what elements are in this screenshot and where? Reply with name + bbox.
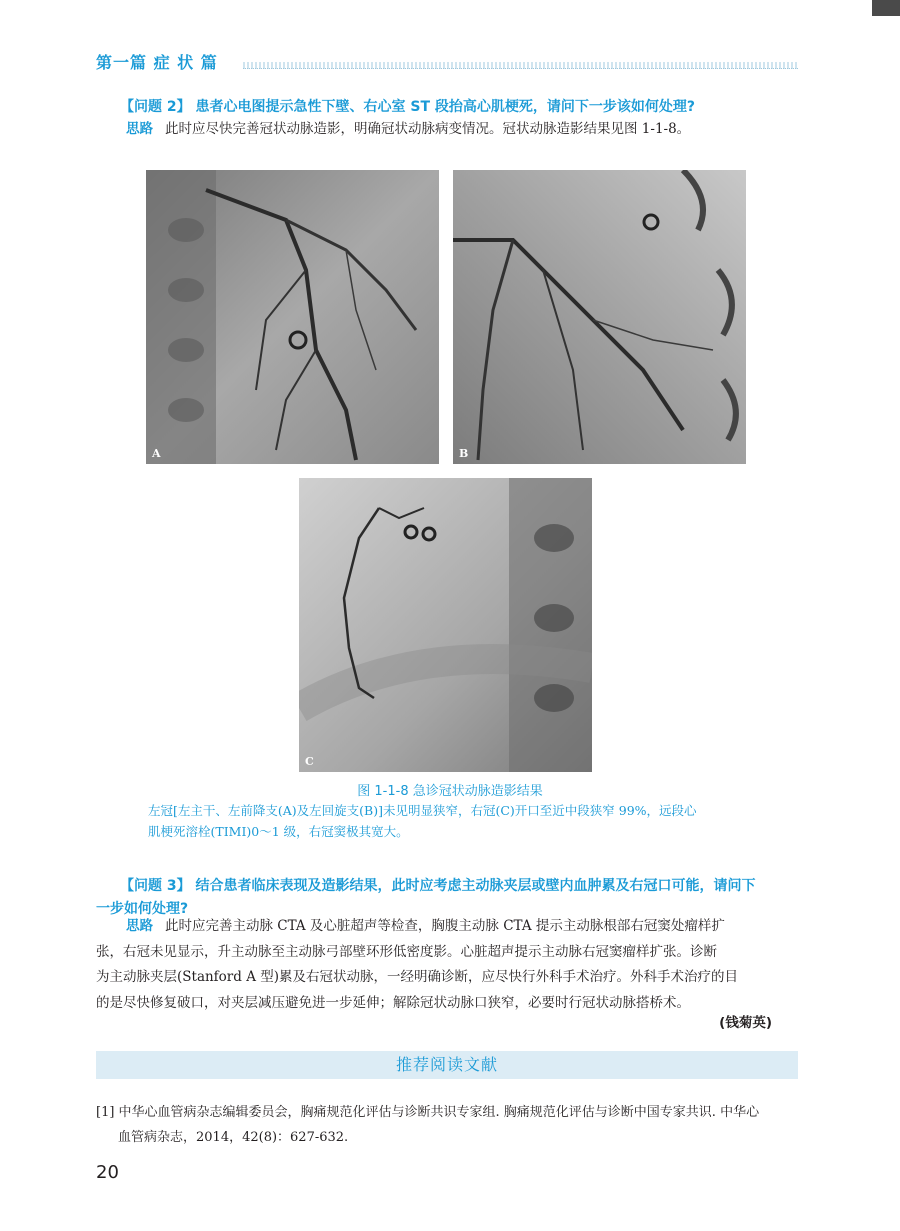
caption-line: 肌梗死溶栓(TIMI)0～1 级，右冠窦极其宽大。: [148, 824, 409, 839]
reference-line: [1] 中华心血管病杂志编辑委员会，胸痛规范化评估与诊断共识专家组. 胸痛规范化评估与诊断中国专家共识. 中华心: [96, 1105, 760, 1120]
references-heading: 推荐阅读文献: [395, 1055, 498, 1074]
question-2-title: 【问题 2】 患者心电图提示急性下壁、右心室 ST 段抬高心肌梗死，请问下一步该如何处理?: [120, 99, 695, 115]
answer-line: 张，右冠未见显示，升主动脉至主动脉弓部壁环形低密度影。心脏超声提示主动脉右冠窦瘤样扩张。诊断: [96, 943, 717, 960]
panel-label-c: C: [305, 755, 314, 768]
reference-item: [96, 1100, 798, 1150]
answer-text: 此时应完善主动脉 CTA 及心脏超声等检查，胸腹主动脉 CTA 提示主动脉根部右冠窦处瘤样扩: [165, 918, 725, 934]
figure-caption-body: [148, 800, 758, 842]
answer-line: 的是尽快修复破口，对夹层减压避免进一步延伸；解除冠状动脉口狭窄，必要时行冠状动脉搭桥术。: [96, 994, 690, 1011]
figure-caption-title: 图 1-1-8 急诊冠状动脉造影结果: [357, 784, 543, 799]
question-2-answer: [126, 117, 806, 143]
answer-line: 为主动脉夹层(Stanford A 型)累及右冠状动脉，一经明确诊断，应尽快行外科手术治疗。外科手术治疗的目: [96, 969, 739, 985]
question-2-text: 此时应尽快完善冠状动脉造影，明确冠状动脉病变情况。冠状动脉造影结果见图 1-1-8。: [165, 121, 691, 137]
author-credit: (钱菊英): [719, 1015, 772, 1031]
panel-label-a: A: [152, 447, 161, 460]
question-3-answer: [96, 914, 798, 1016]
angiogram-a-image: [146, 170, 439, 464]
reference-line: 血管病杂志，2014，42(8)：627-632.: [118, 1130, 349, 1145]
caption-line: 左冠[左主干、左前降支(A)及左回旋支(B)]未见明显狭窄，右冠(C)开口至近中段狭窄 99%，远段心: [148, 803, 697, 818]
panel-label-b: B: [459, 447, 469, 460]
approach-label: 思路: [126, 121, 153, 137]
approach-label: 思路: [126, 918, 153, 934]
question-3-title-line1: 【问题 3】 结合患者临床表现及造影结果，此时应考虑主动脉夹层或壁内血肿累及右冠口可能，请问下: [120, 878, 756, 894]
angiogram-b-image: [453, 170, 746, 464]
angiogram-panel-a: [146, 170, 439, 464]
answer-line: [96, 914, 798, 940]
page-number: 20: [96, 1162, 119, 1183]
angiogram-panel-c: [299, 478, 592, 772]
header-rule: [243, 62, 798, 69]
angiogram-c-image: [299, 478, 592, 772]
section-title: 第一篇 症 状 篇: [96, 53, 218, 72]
page-corner-mark: [872, 0, 900, 16]
references-heading-band: [96, 1051, 798, 1079]
angiogram-panel-b: [453, 170, 746, 464]
question-3-title-line2: 一步如何处理?: [96, 901, 189, 917]
